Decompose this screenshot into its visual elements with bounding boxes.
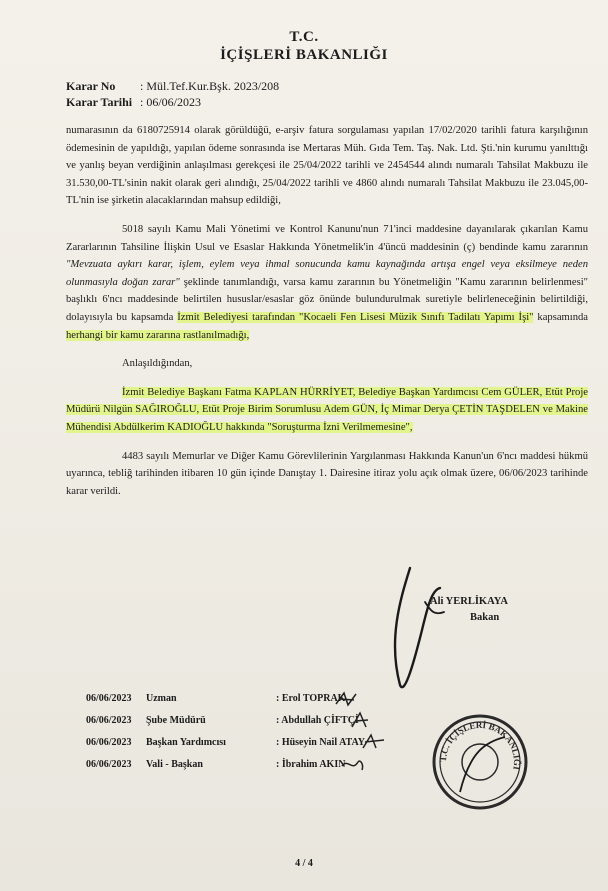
approval-date: 06/06/2023 <box>86 693 132 704</box>
minister-name: Ali YERLİKAYA <box>430 596 508 607</box>
paragraph-appeal: 4483 sayılı Memurlar ve Diğer Kamu Görevlilerinin Yargılanması Hakkında Kanun'un 6'ncı maddesi hükmü uyarınca, tebliğ tarihinden itibaren 10 gün içinde Danıştay 1. Dairesine itiraz yolu açık olmak üzere, 06/06/2023 tarihinde karar verildi. <box>66 450 588 497</box>
minister-title: Bakan <box>470 612 500 623</box>
page-number: 4 / 4 <box>295 858 313 869</box>
paragraph-law <box>66 221 588 344</box>
approval-date: 06/06/2023 <box>86 759 132 770</box>
decision-body <box>66 122 588 500</box>
approval-row <box>86 732 365 754</box>
paragraph-invoice: numarasının da 6180725914 olarak görüldüğü, e-arşiv fatura sorgulaması yapılan 17/02/2020 tarihli fatura karşılığının ödemesinin de yapıldığı, yapılan ödeme sonrasında ise Mertaras Müh. Gıda Tem. Taş. Nak. Ltd. Şti.'nin kurumu yanılttığı ve yanlış beyan verdiğinin anlaşılması gerekçesi ile 25/04/2022 tarihli ve 2454544 alındı numaralı Tahsilat Makbuzu ile 31.530,00-TL'sinin nakit olarak geri alındığı, 25/04/2022 tarihli ve 4860 alındı numaralı Tahsilat Makbuzu ile 23.045,00-TL'nin ise şirketin alacaklarından mahsup edildiği, <box>66 125 588 207</box>
highlight-no-damage: herhangi bir kamu zararına rastlanılmadığı, <box>66 329 250 341</box>
approval-row <box>86 754 365 776</box>
karar-tarihi-value: : 06/06/2023 <box>140 95 202 109</box>
paragraph-persons <box>66 384 588 437</box>
initial-toprak <box>334 690 360 708</box>
approval-name: : Abdullah ÇİFTÇİ <box>276 715 359 726</box>
approvals-list <box>86 688 365 776</box>
approval-role: Vali - Başkan <box>146 759 203 770</box>
initial-ciftci <box>348 711 374 729</box>
approval-name: : Erol TOPRAK <box>276 693 346 704</box>
law-definition-italic: "Mevzuata aykırı karar, işlem, eylem veya ihmal sonucunda kamu kaynağında artışa engel veya eksilmeye neden olunmasıyla doğan zarar" <box>66 259 588 288</box>
approval-name: : Hüseyin Nail ATAY <box>276 737 365 748</box>
approval-date: 06/06/2023 <box>86 715 132 726</box>
law-text-a: 5018 sayılı Kamu Mali Yönetimi ve Kontrol Kanunu'nun 71'inci maddesine dayanılarak çıkarılan Kamu Zararlarının Tahsiline İlişkin Usul ve Esaslar Hakkında Yönetmelik'in 4'üncü maddesinin (ç) bendinde kamu zararının <box>66 223 588 253</box>
initial-atay <box>360 733 386 751</box>
approval-row <box>86 688 365 710</box>
highlight-project: İzmit Belediyesi tarafından "Kocaeli Fen Lisesi Müzik Sınıfı Tadilatı Yapımı İşi" <box>177 311 534 323</box>
official-seal <box>430 712 530 812</box>
paragraph-understood: Anlaşıldığından, <box>122 358 193 370</box>
law-text-b: şeklinde tanımlandığı, varsa kamu zararının bu Yönetmeliğin "Kamu zararının belirlenmesi" başlıklı 6'ncı maddesinde belirtilen hususlar/esaslar göz önünde bulundurulmak suretiyle belirleneceğinin belirtildiği, dolayısıyla bu kapsamda <box>66 276 588 323</box>
karar-no-label: Karar No <box>66 79 116 93</box>
approval-role: Uzman <box>146 693 177 704</box>
approval-role: Şube Müdürü <box>146 715 206 726</box>
decision-meta <box>66 78 279 110</box>
header-ministry: İÇİŞLERİ BAKANLIĞI <box>220 47 388 63</box>
approval-role: Başkan Yardımcısı <box>146 737 226 748</box>
highlight-persons: İzmit Belediye Başkanı Fatma KAPLAN HÜRRİYET, Belediye Başkan Yardımcısı Cem GÜLER, Etüt Proje Müdürü Nilgün SAĞIROĞLU, Etüt Proje Birim Sorumlusu Adem GÜN, İç Mimar Derya ÇETİN TAŞDELEN ve Makine Mühendisi Abdülkerim KADIOĞLU hakkında "Soruşturma İzni Verilmemesine", <box>66 386 588 433</box>
seal-text: T.C. İÇİŞLERİ BAKANLIĞI <box>437 719 523 771</box>
header-tc: T.C. <box>289 29 319 45</box>
approval-name: : İbrahim AKIN <box>276 759 346 770</box>
karar-tarihi-label: Karar Tarihi <box>66 95 133 109</box>
minister-signature-block <box>430 594 508 626</box>
law-text-c: kapsamında <box>533 311 588 323</box>
approval-date: 06/06/2023 <box>86 737 132 748</box>
karar-no-value: : Mül.Tef.Kur.Bşk. 2023/208 <box>140 79 280 93</box>
document-header <box>0 28 608 64</box>
approval-row <box>86 710 365 732</box>
minister-signature-scrawl <box>370 560 460 700</box>
initial-akin <box>340 756 366 774</box>
